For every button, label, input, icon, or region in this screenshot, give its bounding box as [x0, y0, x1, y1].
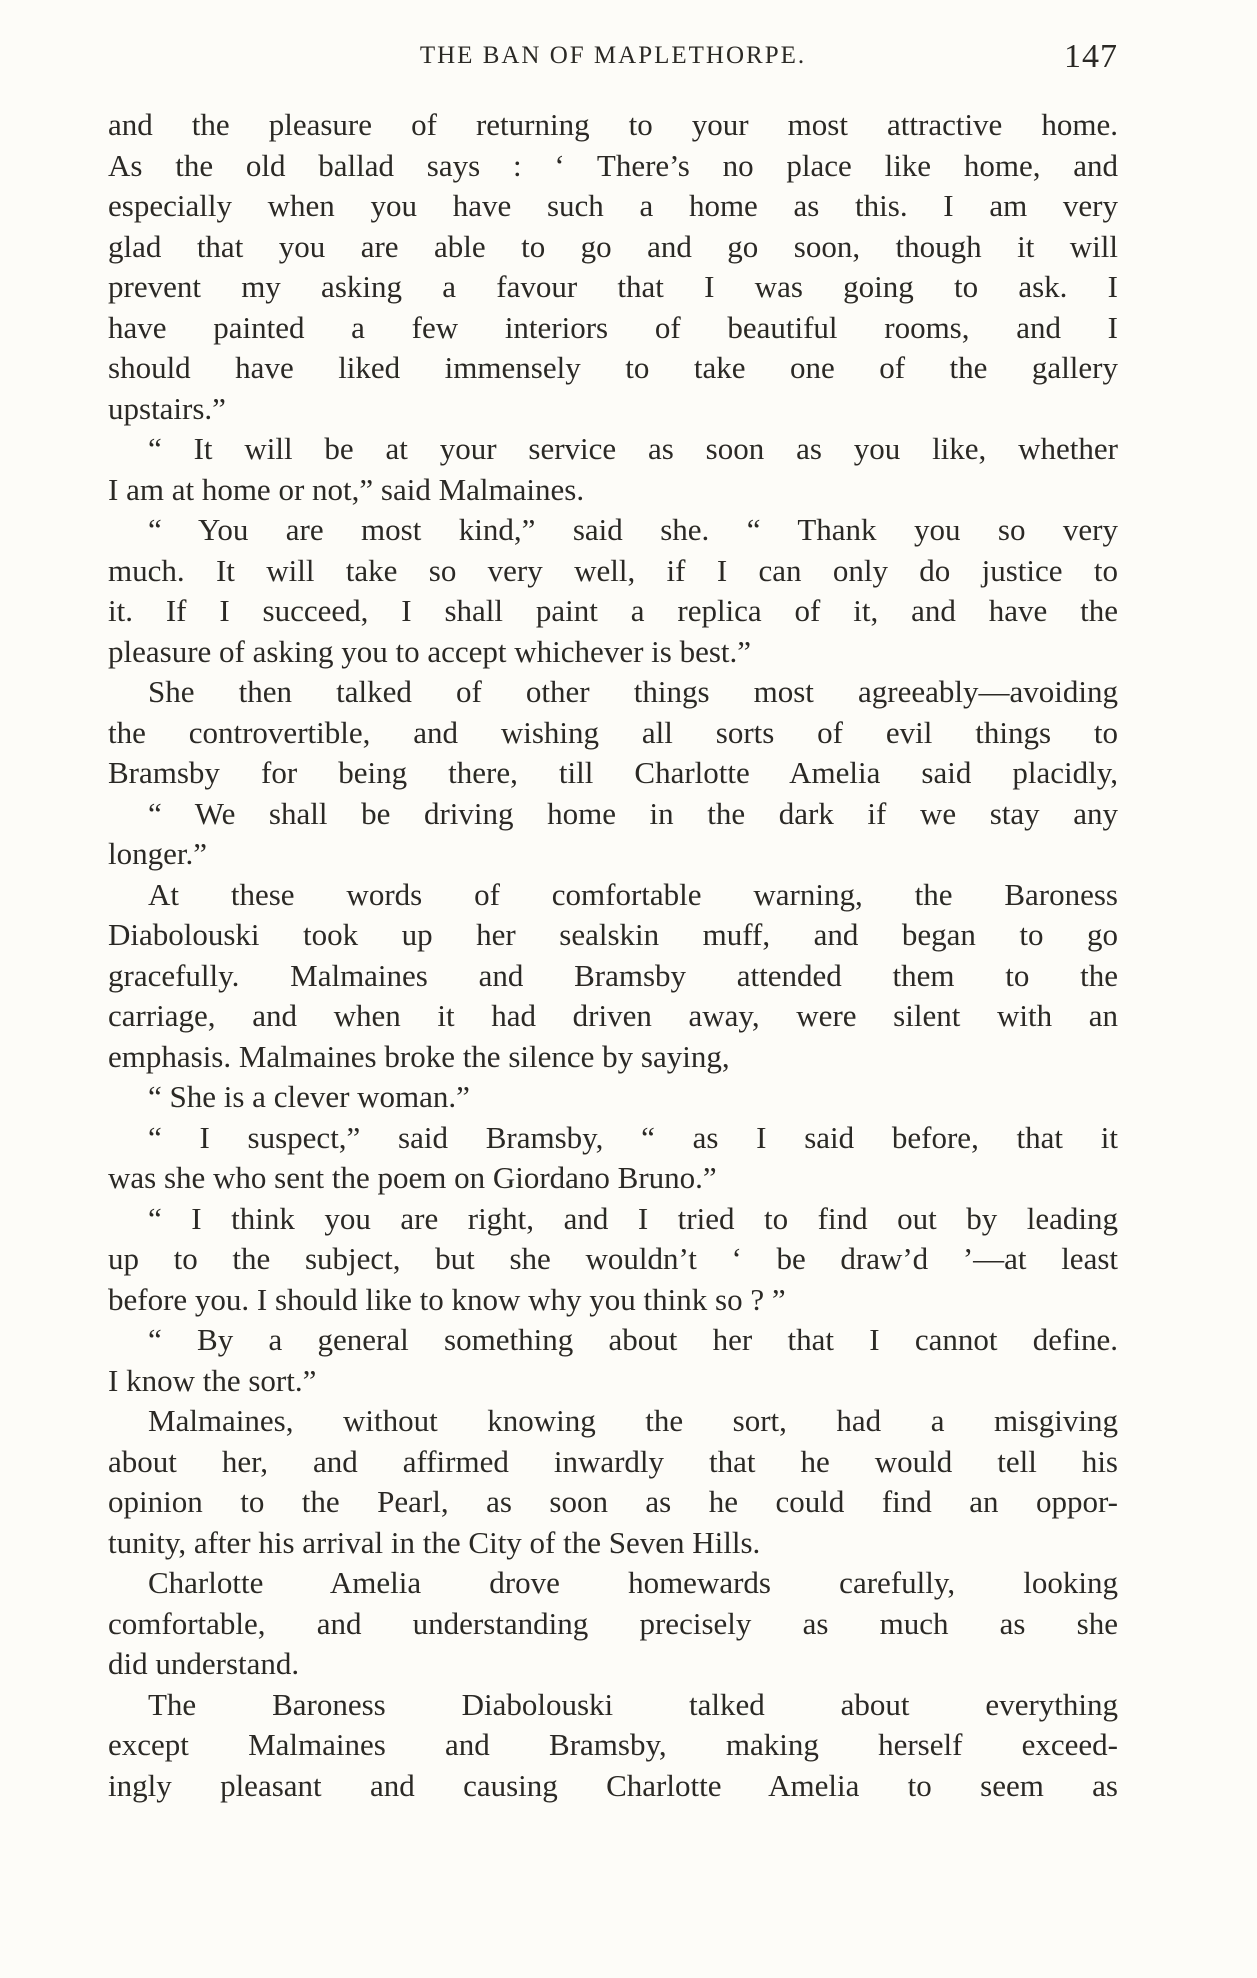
text-line: the controvertible, and wishing all sorts of evil things to	[108, 714, 1118, 750]
running-title: THE BAN OF MAPLETHORPE.	[419, 42, 807, 69]
text-line: “ She is a clever woman.”	[148, 1079, 470, 1114]
text-line: emphasis. Malmaines broke the silence by saying,	[108, 1038, 730, 1074]
text-line: I am at home or not,” said Malmaines.	[108, 471, 585, 507]
text-line: “ I suspect,” said Bramsby, “ as I said before, that it	[148, 1119, 1118, 1155]
text-line: should have liked immensely to take one of the gallery	[108, 350, 1118, 385]
text-line: except Malmaines and Bramsby, making herself exceed-	[108, 1727, 1118, 1762]
text-line: “ I think you are right, and I tried to find out by leading	[148, 1200, 1118, 1236]
text-line: “ We shall be driving home in the dark if we stay any	[148, 795, 1118, 831]
text-line: Bramsby for being there, till Charlotte Amelia said placidly,	[108, 755, 1118, 790]
text-line: about her, and affirmed inwardly that he would tell his	[108, 1443, 1118, 1479]
text-line: pleasure of asking you to accept whichever is best.”	[108, 633, 752, 669]
text-line: I know the sort.”	[108, 1362, 317, 1398]
text-line: The Baroness Diabolouski talked about everything	[148, 1686, 1118, 1722]
text-line: upstairs.”	[108, 390, 226, 426]
body-text	[108, 105, 1118, 1806]
text-line: Charlotte Amelia drove homewards carefully, looking	[148, 1565, 1118, 1600]
text-line: and the pleasure of returning to your most attractive home.	[108, 107, 1118, 142]
text-line: “ By a general something about her that I cannot define.	[148, 1322, 1118, 1357]
text-line: before you. I should like to know why you think so ? ”	[108, 1281, 786, 1317]
text-line: up to the subject, but she wouldn’t ‘ be draw’d ’—at least	[108, 1241, 1118, 1276]
text-line: ingly pleasant and causing Charlotte Amelia to seem as	[108, 1767, 1118, 1803]
text-line: As the old ballad says : ‘ There’s no place like home, and	[108, 147, 1118, 183]
text-line: “ It will be at your service as soon as you like, whether	[148, 431, 1118, 466]
page-number: 147	[1064, 38, 1118, 75]
running-head	[108, 38, 1118, 78]
text-line: comfortable, and understanding precisely as much as she	[108, 1605, 1118, 1641]
text-line: “ You are most kind,” said she. “ Thank you so very	[148, 512, 1118, 547]
text-line: glad that you are able to go and go soon, though it will	[108, 228, 1118, 264]
text-line: gracefully. Malmaines and Bramsby attended them to the	[108, 957, 1118, 993]
text-line: especially when you have such a home as this. I am very	[108, 188, 1118, 223]
text-line: prevent my asking a favour that I was going to ask. I	[108, 269, 1118, 304]
text-line: did understand.	[108, 1646, 300, 1681]
text-line: was she who sent the poem on Giordano Bruno.”	[108, 1160, 717, 1195]
text-line: opinion to the Pearl, as soon as he could find an oppor-	[108, 1484, 1118, 1519]
text-line: tunity, after his arrival in the City of the Seven Hills.	[108, 1524, 761, 1560]
text-line: At these words of comfortable warning, the Baroness	[148, 876, 1118, 912]
text-line: carriage, and when it had driven away, were silent with an	[108, 998, 1118, 1033]
text-line: it. If I succeed, I shall paint a replica of it, and have the	[108, 593, 1118, 628]
text-line: have painted a few interiors of beautiful rooms, and I	[108, 309, 1118, 345]
text-line: Malmaines, without knowing the sort, had a misgiving	[148, 1403, 1118, 1438]
text-line: She then talked of other things most agreeably—avoiding	[148, 674, 1118, 709]
text-line: much. It will take so very well, if I can only do justice to	[108, 552, 1118, 588]
text-line: longer.”	[108, 836, 207, 871]
text-line: Diabolouski took up her sealskin muff, and began to go	[108, 917, 1118, 952]
